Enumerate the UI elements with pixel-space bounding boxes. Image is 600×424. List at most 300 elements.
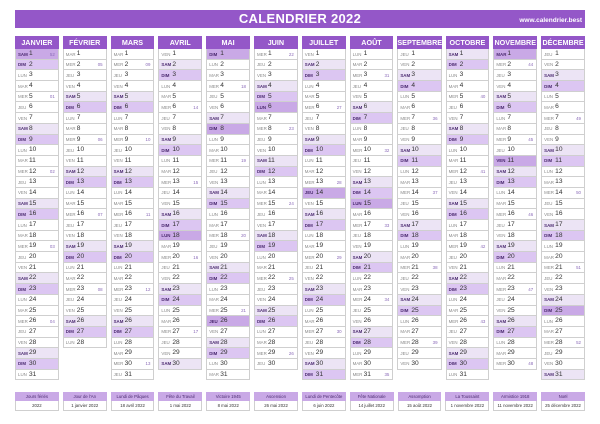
day-cell (158, 263, 202, 274)
day-number: 27 (267, 327, 276, 335)
day-number: 27 (220, 327, 228, 335)
title-bar (15, 10, 585, 28)
day-cell (15, 338, 59, 349)
holiday-date: 8 mai 2022 (206, 401, 250, 411)
day-number: 8 (411, 124, 416, 132)
day-cell (493, 263, 537, 274)
holiday-name: Lundi de Pentecôte (302, 392, 346, 401)
day-number: 30 (267, 359, 276, 367)
day-cell (302, 231, 346, 242)
day-cell (446, 124, 490, 135)
day-cell (254, 284, 298, 295)
day-cell (446, 306, 490, 317)
day-cell (397, 188, 441, 199)
weekday-label: JEU (304, 265, 314, 271)
weekday-label: VEN (352, 318, 362, 324)
day-cell (397, 60, 441, 71)
day-number: 26 (363, 317, 371, 325)
day-cell (63, 327, 107, 338)
weekday-label: MER (304, 104, 315, 110)
day-number: 17 (76, 221, 85, 228)
weekday-label: VEN (496, 233, 506, 239)
weekday-label: MAR (304, 94, 315, 100)
weekday-label: MAR (209, 222, 219, 228)
weekday-label: SAM (544, 372, 554, 378)
day-number: 8 (29, 124, 33, 132)
weekday-label: LUN (352, 275, 362, 281)
day-cell (158, 70, 202, 81)
day-cell (15, 156, 59, 167)
day-cell (493, 295, 537, 306)
weekday-label: LUN (256, 329, 266, 335)
day-cell (111, 70, 155, 81)
weekday-label: DIM (496, 329, 505, 335)
day-number: 22 (363, 274, 371, 282)
day-number: 1 (411, 50, 416, 57)
weekday-label: MAR (113, 51, 124, 57)
day-cell (63, 177, 107, 188)
weekday-label: MAR (352, 62, 363, 68)
weekday-label: SAM (544, 147, 554, 153)
weekday-label: SAM (256, 233, 267, 239)
day-cell (350, 327, 394, 338)
day-cell (493, 241, 537, 252)
day-number: 19 (363, 242, 371, 250)
weekday-label: VEN (544, 62, 554, 68)
week-number: 02 (49, 169, 55, 175)
holiday-box (158, 392, 202, 411)
day-cell (63, 60, 107, 71)
day-number: 16 (124, 210, 132, 218)
week-number: 13 (145, 361, 151, 367)
day-number: 3 (220, 71, 224, 79)
weekday-label: VEN (304, 350, 314, 356)
day-number: 2 (459, 60, 464, 68)
day-cell (254, 338, 298, 349)
weekday-label: JEU (209, 94, 218, 100)
day-cell (15, 231, 59, 242)
day-number: 25 (315, 306, 324, 314)
day-cell (63, 284, 107, 295)
day-number: 19 (507, 242, 515, 250)
day-number: 3 (315, 71, 320, 79)
weekday-label: DIM (400, 158, 409, 164)
day-number: 16 (315, 210, 324, 218)
day-cell (446, 252, 490, 263)
month-10 (493, 36, 537, 380)
day-number: 17 (411, 221, 419, 228)
day-number: 18 (220, 231, 228, 239)
day-cell (350, 177, 394, 188)
day-number: 29 (459, 349, 467, 357)
day-number: 25 (29, 306, 37, 314)
day-number: 19 (29, 242, 37, 250)
day-number: 6 (172, 103, 177, 111)
day-cell (15, 263, 59, 274)
day-cell (15, 316, 59, 327)
weekday-label: SAM (256, 83, 267, 89)
day-cell (350, 60, 394, 71)
weekday-label: DIM (256, 94, 266, 100)
day-cell (302, 92, 346, 103)
week-number: 06 (97, 137, 103, 142)
weekday-label: VEN (304, 275, 314, 281)
weekday-label: VEN (161, 275, 171, 281)
day-number: 26 (220, 317, 228, 325)
day-number: 1 (124, 50, 129, 57)
weekday-label: MER (161, 104, 172, 110)
weekday-label: MER (544, 115, 554, 121)
weekday-label: LUN (496, 190, 506, 196)
weekday-label: LUN (496, 115, 506, 121)
day-number: 17 (124, 221, 132, 228)
weekday-label: JEU (18, 329, 27, 335)
day-number: 2 (363, 60, 368, 68)
weekday-label: JEU (448, 104, 457, 110)
day-cell (446, 348, 490, 359)
day-number: 2 (76, 60, 81, 68)
day-cell (158, 241, 202, 252)
day-cell (111, 92, 155, 103)
day-cell (446, 49, 490, 60)
day-cell (206, 124, 250, 135)
weekday-label: MER (256, 275, 267, 281)
day-cell (254, 49, 298, 60)
day-number: 23 (507, 285, 515, 293)
day-cell (15, 135, 59, 146)
day-cell (493, 284, 537, 295)
weekday-label: LUN (448, 222, 458, 228)
day-number: 24 (411, 295, 419, 303)
weekday-label: MER (65, 62, 76, 68)
day-cell (111, 49, 155, 60)
weekday-label: VEN (496, 83, 506, 89)
day-cell (63, 156, 107, 167)
day-number: 7 (507, 114, 512, 122)
day-cell (541, 70, 585, 81)
weekday-label: SAM (113, 243, 124, 249)
day-cell (302, 177, 346, 188)
day-number: 6 (76, 103, 81, 111)
month-3 (158, 36, 202, 380)
day-cell (206, 263, 250, 274)
weekday-label: DIM (209, 275, 218, 281)
month-2 (111, 36, 155, 380)
day-cell (350, 295, 394, 306)
weekday-label: VEN (161, 201, 171, 207)
weekday-label: MER (209, 233, 219, 239)
day-cell (206, 167, 250, 178)
weekday-label: JEU (65, 147, 75, 153)
day-cell (158, 209, 202, 220)
day-number: 10 (555, 146, 563, 154)
day-cell (446, 145, 490, 156)
day-number: 12 (315, 167, 324, 175)
day-number: 5 (507, 92, 512, 100)
week-number: 38 (432, 265, 438, 271)
day-number: 7 (76, 114, 81, 122)
weekday-label: LUN (448, 297, 458, 303)
weekday-label: SAM (448, 126, 459, 132)
day-number: 2 (220, 60, 224, 68)
day-number: 4 (172, 82, 177, 90)
day-cell (493, 306, 537, 317)
day-cell (541, 306, 585, 317)
day-number: 14 (124, 188, 132, 196)
day-number: 4 (76, 82, 81, 90)
day-cell (158, 338, 202, 349)
holiday-date: 25 décembre 2022 (541, 401, 585, 411)
weekday-label: JEU (304, 190, 314, 196)
weekday-label: VEN (304, 201, 314, 207)
day-number: 23 (172, 285, 180, 293)
day-cell (446, 113, 490, 124)
month-header: FÉVRIER (63, 36, 107, 49)
day-number: 23 (555, 285, 563, 293)
day-cell (493, 156, 537, 167)
day-number: 16 (411, 210, 419, 218)
day-cell (397, 359, 441, 370)
weekday-label: DIM (400, 83, 409, 89)
day-number: 22 (124, 274, 132, 282)
weekday-label: LUN (18, 222, 27, 228)
day-cell (254, 316, 298, 327)
day-cell (397, 273, 441, 284)
week-number: 20 (241, 233, 246, 239)
weekday-label: LUN (496, 340, 506, 346)
day-cell (350, 338, 394, 349)
day-number: 13 (459, 178, 467, 186)
weekday-label: DIM (448, 211, 457, 217)
day-cell (302, 81, 346, 92)
day-cell (254, 92, 298, 103)
weekday-label: MER (256, 350, 267, 356)
day-cell (254, 70, 298, 81)
day-number: 24 (124, 295, 132, 303)
day-number: 6 (124, 103, 129, 111)
day-cell (15, 348, 59, 359)
day-number: 3 (76, 71, 81, 79)
week-number: 19 (241, 158, 246, 164)
day-number: 12 (124, 167, 132, 175)
day-cell (15, 102, 59, 113)
holiday-box (350, 392, 394, 411)
day-number: 12 (459, 167, 467, 175)
day-number: 11 (172, 156, 180, 164)
weekday-label: LUN (496, 265, 506, 271)
holiday-name: Victoire 1945 (206, 392, 250, 401)
day-number: 15 (363, 199, 371, 207)
holiday-date: 26 mai 2022 (254, 401, 298, 411)
weekday-label: VEN (400, 62, 410, 68)
day-number: 29 (267, 349, 276, 357)
weekday-label: JEU (400, 350, 409, 356)
weekday-label: JEU (65, 222, 75, 228)
day-number: 9 (172, 135, 177, 143)
week-number: 37 (432, 190, 438, 196)
day-number: 21 (507, 263, 515, 271)
day-cell (206, 306, 250, 317)
day-number: 11 (124, 156, 132, 164)
weekday-label: MAR (544, 254, 554, 260)
day-number: 10 (411, 146, 419, 154)
day-number: 10 (172, 146, 180, 154)
week-number: 26 (288, 350, 294, 356)
day-cell (158, 49, 202, 60)
holiday-date: 1 janvier 2022 (63, 401, 107, 411)
weekday-label: JEU (161, 190, 170, 196)
month-header: DÉCEMBRE (542, 38, 584, 47)
day-cell (158, 359, 202, 370)
day-number: 20 (363, 253, 371, 261)
day-number: 22 (220, 274, 228, 282)
weekday-label: SAM (304, 211, 315, 217)
day-cell (15, 81, 59, 92)
day-number: 8 (124, 124, 129, 132)
day-cell (493, 102, 537, 113)
day-number: 15 (555, 199, 563, 207)
weekday-label: VEN (304, 126, 314, 132)
weekday-label: MAR (448, 233, 459, 239)
week-number: 08 (97, 286, 103, 292)
day-cell (302, 70, 346, 81)
day-number: 2 (267, 60, 272, 68)
day-number: 20 (76, 253, 85, 261)
day-cell (493, 49, 537, 60)
month-header: AOÛT (350, 36, 394, 49)
day-cell (111, 348, 155, 359)
day-cell (541, 220, 585, 231)
day-cell (206, 199, 250, 210)
week-number: 29 (336, 254, 342, 260)
day-number: 16 (29, 210, 37, 218)
day-number: 14 (411, 188, 419, 196)
weekday-label: LUN (65, 340, 75, 346)
weekday-label: LUN (304, 158, 314, 164)
day-number: 11 (507, 156, 515, 164)
day-number: 20 (459, 253, 467, 261)
weekday-label: MER (161, 329, 172, 335)
day-number: 15 (315, 199, 324, 207)
weekday-label: VEN (400, 361, 410, 367)
week-number: 51 (576, 265, 581, 271)
day-number: 2 (29, 60, 33, 68)
day-number: 11 (29, 156, 36, 164)
weekday-label: VEN (18, 115, 28, 121)
month-11 (541, 36, 585, 380)
day-number: 26 (555, 317, 563, 325)
day-cell (158, 348, 202, 359)
day-cell (350, 167, 394, 178)
day-cell (397, 231, 441, 242)
weekday-label: LUN (544, 94, 553, 100)
day-cell (15, 273, 59, 284)
day-number: 18 (76, 231, 85, 239)
weekday-label: VEN (496, 158, 506, 164)
weekday-label: MER (400, 190, 411, 196)
day-number: 11 (411, 156, 419, 164)
day-cell (493, 316, 537, 327)
day-cell (111, 359, 155, 370)
week-number: 39 (432, 340, 438, 346)
weekday-label: SAM (65, 318, 76, 324)
day-cell (15, 284, 59, 295)
weekday-label: JEU (544, 350, 553, 356)
weekday-label: MER (161, 254, 172, 260)
weekday-label: JEU (352, 233, 361, 239)
day-cell (302, 135, 346, 146)
day-number: 2 (124, 60, 129, 68)
weekday-label: LUN (352, 126, 362, 132)
day-cell (63, 49, 107, 60)
day-cell (541, 327, 585, 338)
day-number: 15 (267, 199, 276, 207)
weekday-label: MER (352, 222, 363, 228)
weekday-label: MAR (161, 318, 172, 324)
day-number: 5 (267, 92, 272, 100)
day-cell (111, 60, 155, 71)
weekday-label: VEN (304, 51, 314, 57)
weekday-label: LUN (18, 147, 27, 153)
holiday-name: Lundi de Pâques (111, 392, 155, 401)
day-cell (15, 252, 59, 263)
day-number: 7 (267, 114, 272, 122)
weekday-label: JEU (65, 72, 75, 78)
day-number: 21 (172, 263, 180, 271)
weekday-label: MAR (256, 340, 267, 346)
weekday-label: JEU (544, 275, 553, 281)
day-number: 31 (555, 370, 563, 378)
weekday-label: MAR (544, 329, 554, 335)
weekday-label: JEU (352, 158, 361, 164)
day-number: 28 (411, 338, 419, 346)
day-cell (63, 102, 107, 113)
week-number: 05 (97, 62, 103, 68)
day-cell (350, 370, 394, 381)
holiday-name: Jours fériés (15, 392, 59, 401)
day-cell (15, 92, 59, 103)
day-cell (254, 306, 298, 317)
weekday-label: JEU (209, 243, 218, 249)
day-cell (206, 113, 250, 124)
day-cell (302, 327, 346, 338)
day-number: 5 (315, 92, 320, 100)
week-number: 31 (384, 72, 390, 78)
week-number: 30 (336, 329, 342, 335)
day-cell (111, 316, 155, 327)
day-cell (206, 188, 250, 199)
holiday-date: 11 novembre 2022 (493, 401, 537, 411)
day-number: 4 (315, 82, 320, 90)
weekday-label: MER (113, 286, 124, 292)
weekday-label: LUN (113, 190, 123, 196)
day-number: 2 (507, 60, 512, 68)
week-number: 52 (49, 51, 55, 57)
weekday-label: LUN (352, 350, 362, 356)
month-header: NOVEMBRE (494, 38, 537, 47)
day-number: 27 (76, 327, 85, 335)
day-cell (350, 273, 394, 284)
day-cell (541, 199, 585, 210)
day-number: 13 (555, 178, 563, 186)
day-cell (15, 220, 59, 231)
weekday-label: JEU (304, 115, 314, 121)
day-number: 18 (507, 231, 515, 239)
day-cell (206, 273, 250, 284)
day-cell (397, 167, 441, 178)
day-number: 24 (29, 295, 37, 303)
day-cell (541, 295, 585, 306)
